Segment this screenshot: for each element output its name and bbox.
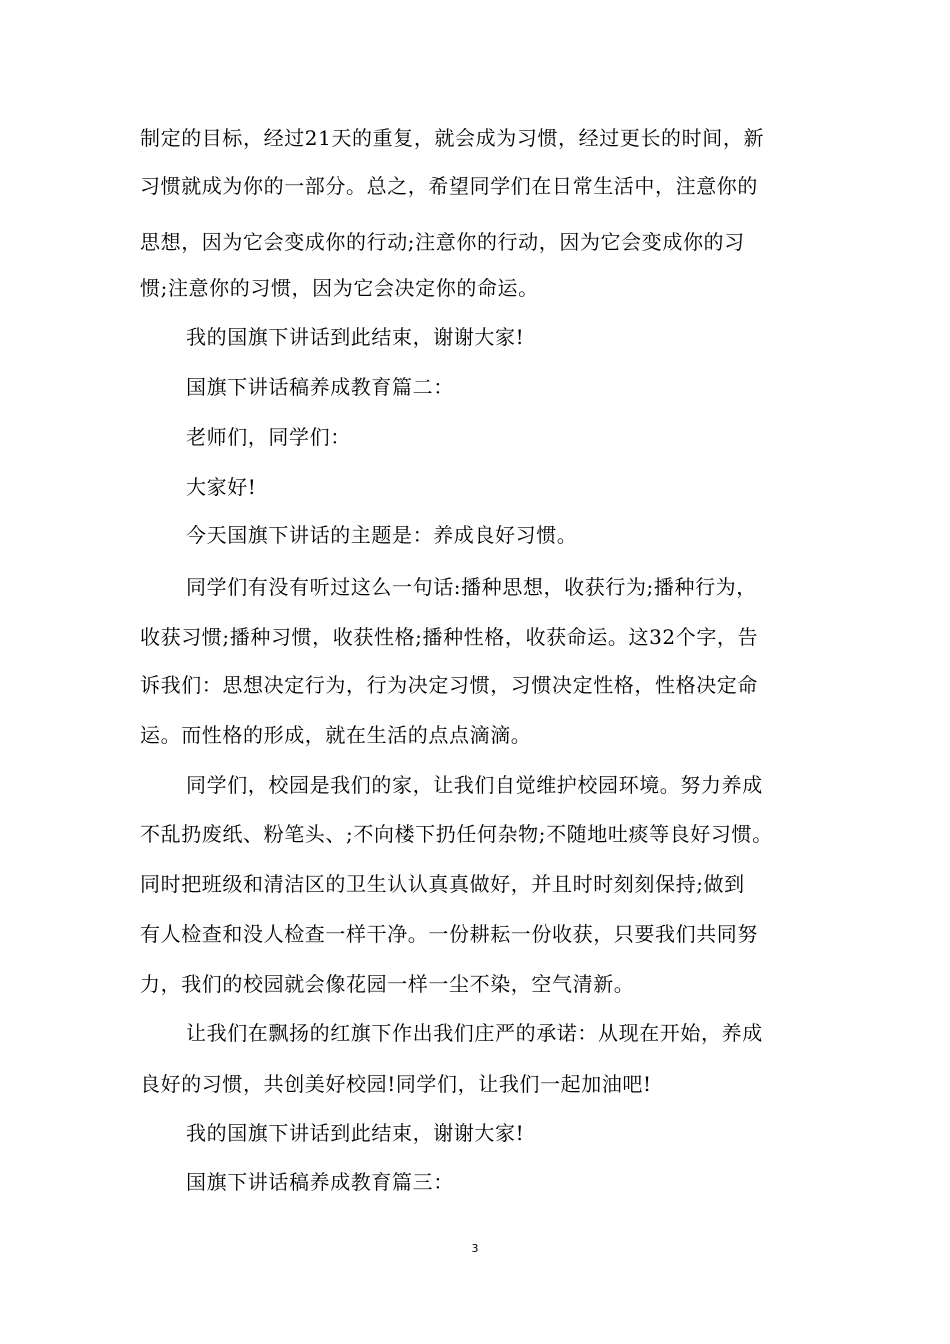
section-heading: 国旗下讲话稿养成教育篇三： [186, 1170, 454, 1194]
text-line: 不乱扔废纸、粉笔头、;不向楼下扔任何杂物;不随地吐痰等良好习惯。 [140, 822, 773, 846]
page-number: 3 [471, 1242, 479, 1255]
text-line: 习惯就成为你的一部分。总之，希望同学们在日常生活中，注意你的 [140, 174, 758, 198]
text-line: 收获习惯;播种习惯，收获性格;播种性格，收获命运。这32个字，告 [140, 625, 759, 649]
text-line: 力，我们的校园就会像花园一样一尘不染，空气清新。 [140, 972, 635, 996]
text-line: 今天国旗下讲话的主题是：养成良好习惯。 [186, 523, 578, 547]
text-line: 良好的习惯，共创美好校园!同学们，让我们一起加油吧! [140, 1072, 652, 1096]
text-line: 思想，因为它会变成你的行动;注意你的行动，因为它会变成你的习 [140, 230, 745, 254]
text-line: 同学们有没有听过这么一句话:播种思想，收获行为;播种行为， [186, 575, 757, 599]
text-line: 运。而性格的形成，就在生活的点点滴滴。 [140, 723, 532, 747]
text-line: 同学们，校园是我们的家，让我们自觉维护校园环境。努力养成 [186, 773, 763, 797]
text-line: 我的国旗下讲话到此结束，谢谢大家! [186, 325, 525, 349]
text-line: 有人检查和没人检查一样干净。一份耕耘一份收获，只要我们共同努 [140, 922, 758, 946]
text-line: 让我们在飘扬的红旗下作出我们庄严的承诺：从现在开始，养成 [186, 1021, 763, 1045]
section-heading: 国旗下讲话稿养成教育篇二： [186, 375, 454, 399]
text-line: 制定的目标，经过21天的重复，就会成为习惯，经过更长的时间，新 [140, 126, 765, 150]
text-line: 我的国旗下讲话到此结束，谢谢大家! [186, 1121, 525, 1145]
text-line: 大家好! [186, 475, 257, 499]
text-line: 同时把班级和清洁区的卫生认认真真做好，并且时时刻刻保持;做到 [140, 872, 745, 896]
text-line: 老师们，同学们： [186, 425, 351, 449]
text-line: 诉我们：思想决定行为，行为决定习惯，习惯决定性格，性格决定命 [140, 673, 758, 697]
text-line: 惯;注意你的习惯，因为它会决定你的命运。 [140, 276, 539, 300]
